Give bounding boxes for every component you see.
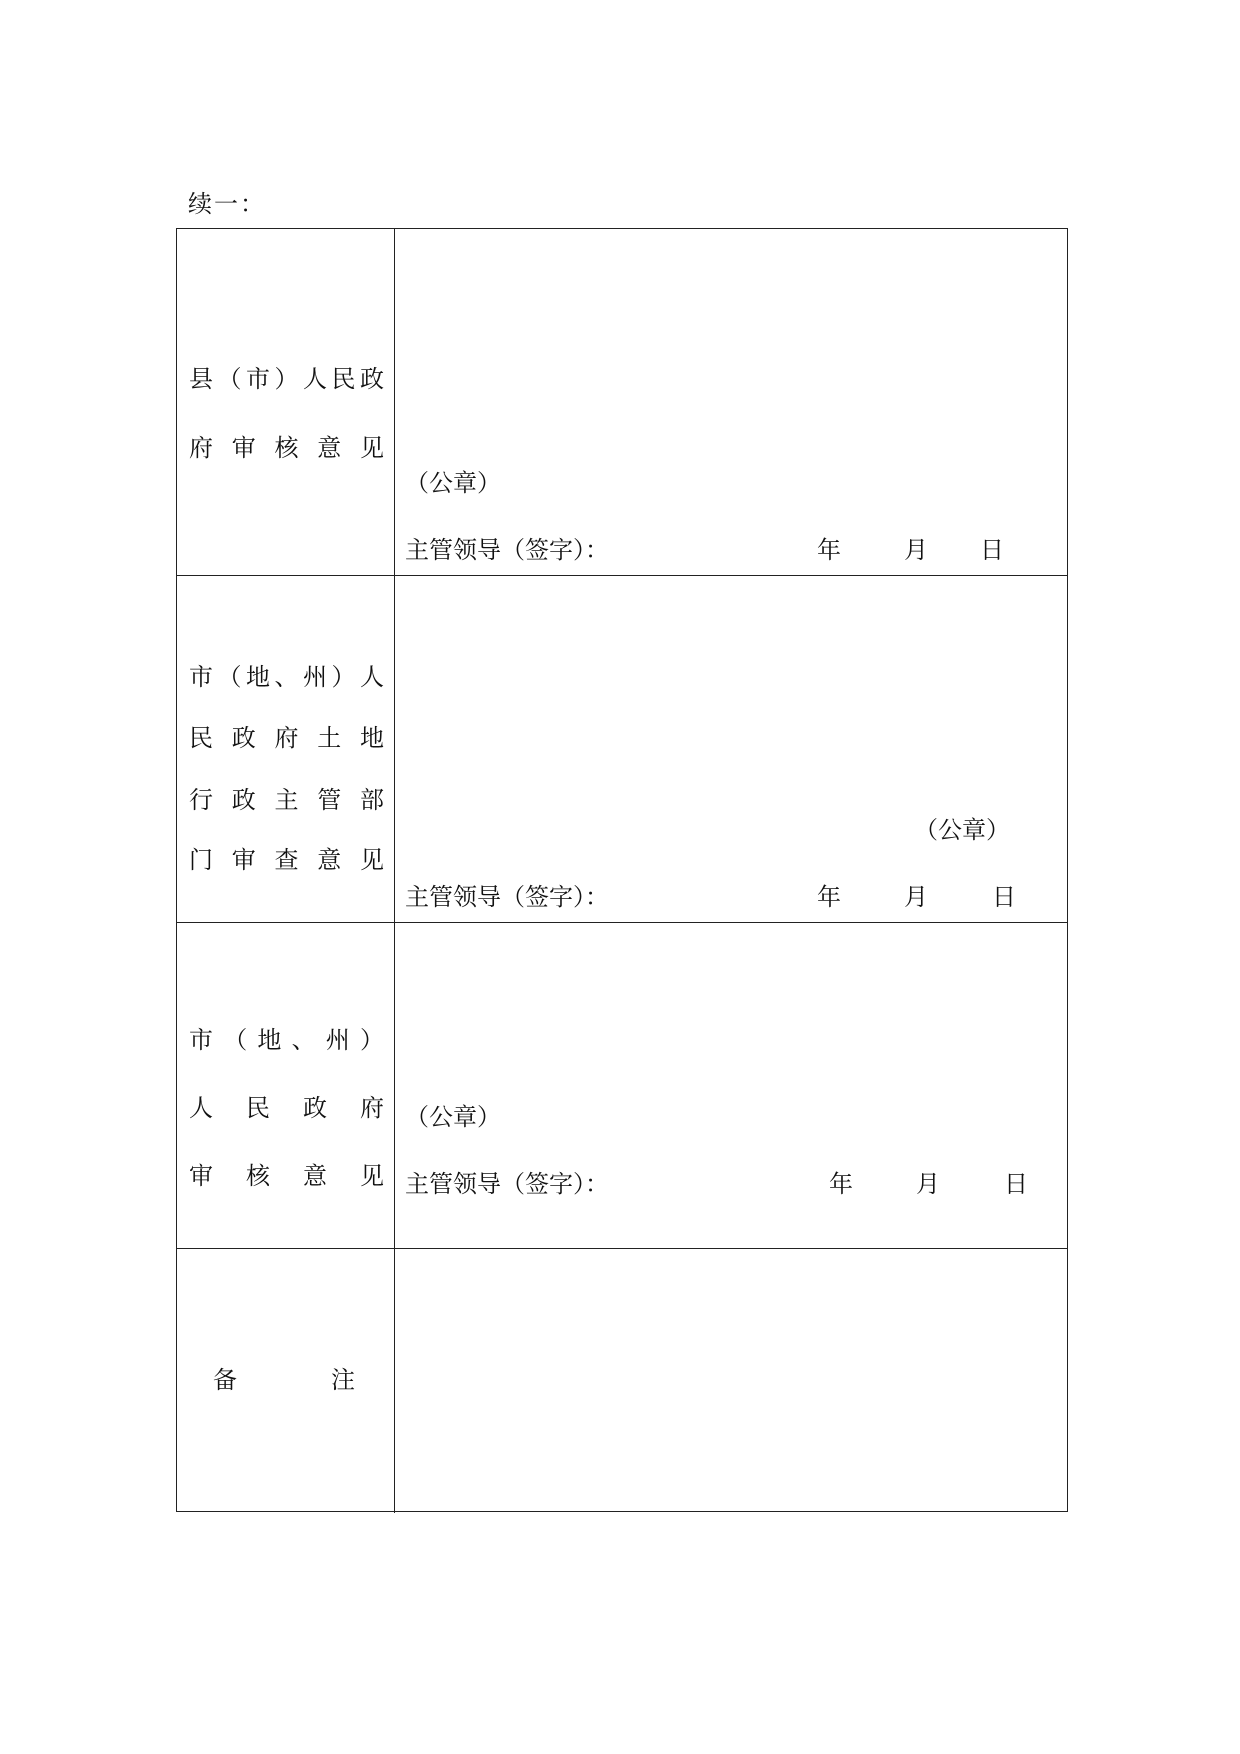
supervisor-signature-label: 主管领导（签字）：: [405, 1170, 609, 1198]
date-day-label: 日: [992, 883, 1016, 911]
date-month-label: 月: [904, 883, 928, 911]
row-label-line: 行 政 主 管 部: [189, 786, 384, 814]
row-label-line: 县（市）人民政: [189, 365, 384, 393]
county-review-row: [177, 229, 1067, 576]
date-year-label: 年: [817, 883, 841, 911]
row-label-line: 人 民 政 府: [189, 1094, 384, 1122]
row-label-line: 市（地、州）人: [189, 663, 384, 691]
remarks-label-cell: [177, 1249, 394, 1513]
county-review-opinion-field[interactable]: [394, 229, 1067, 575]
approval-form-table: [176, 228, 1068, 1512]
land-admin-review-opinion-field[interactable]: [394, 576, 1067, 922]
supervisor-signature-label: 主管领导（签字）：: [405, 883, 609, 911]
land-admin-review-row: [177, 576, 1067, 923]
official-seal-label: （公章）: [405, 1103, 501, 1131]
row-label-line: 府 审 核 意 见: [189, 434, 384, 462]
remarks-label: 备 注: [213, 1366, 355, 1394]
date-year-label: 年: [829, 1170, 853, 1198]
city-review-opinion-field[interactable]: [394, 923, 1067, 1248]
remarks-row: [177, 1249, 1067, 1513]
remarks-field[interactable]: [394, 1249, 1067, 1513]
date-month-label: 月: [904, 536, 928, 564]
city-review-label-cell: [177, 923, 394, 1248]
row-label-line: 民 政 府 土 地: [189, 724, 384, 752]
city-review-row: [177, 923, 1067, 1249]
land-admin-review-label-cell: [177, 576, 394, 922]
row-label-line: 审 核 意 见: [189, 1162, 384, 1190]
official-seal-label: （公章）: [914, 816, 1010, 844]
row-label-line: 门 审 查 意 见: [189, 846, 384, 874]
row-label-line: 市（地、州）: [189, 1026, 384, 1054]
official-seal-label: （公章）: [405, 469, 501, 497]
supervisor-signature-label: 主管领导（签字）：: [405, 536, 609, 564]
date-year-label: 年: [817, 536, 841, 564]
date-day-label: 日: [980, 536, 1004, 564]
county-review-label-cell: [177, 229, 394, 575]
date-day-label: 日: [1004, 1170, 1028, 1198]
continuation-label: 续一：: [188, 190, 266, 218]
date-month-label: 月: [916, 1170, 940, 1198]
